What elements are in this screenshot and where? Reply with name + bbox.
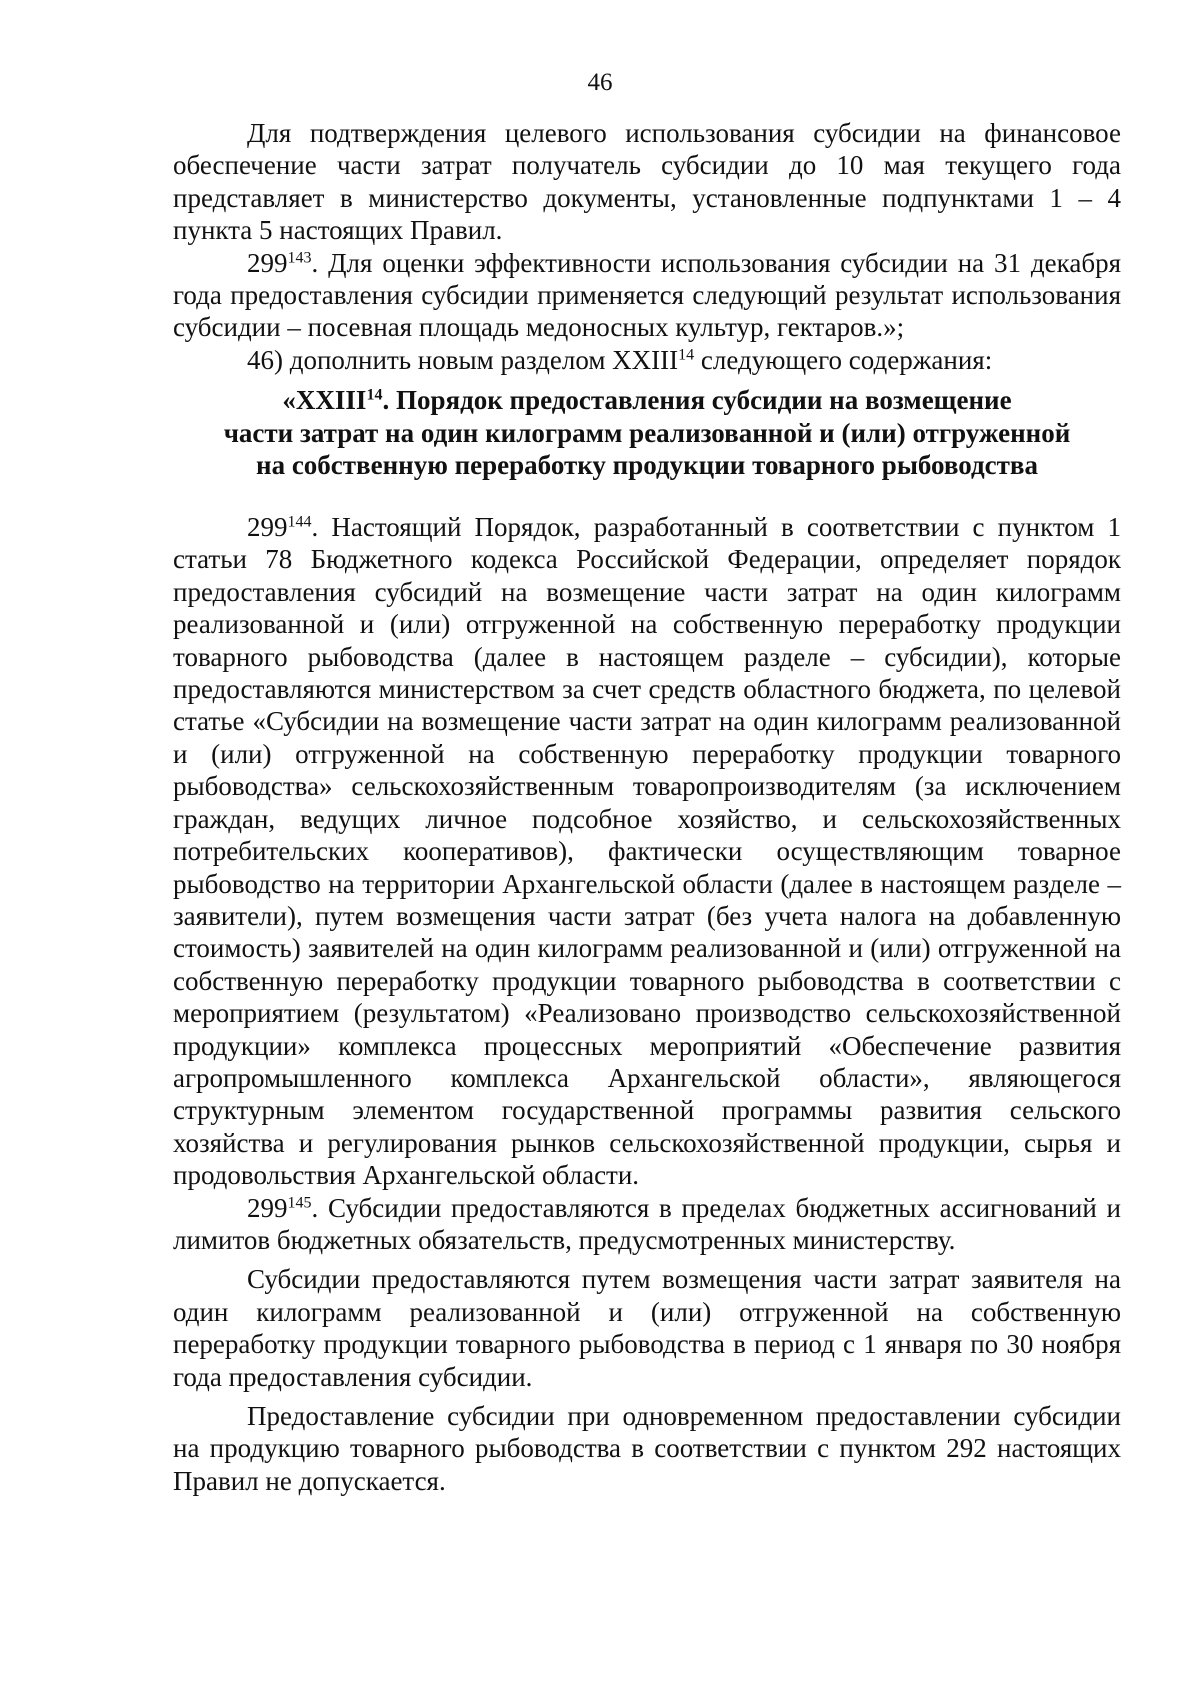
page-number: 46 [587,69,613,96]
clause-text: . Субсидии предоставляются в пределах бюджетных ассигнований и лимитов бюджетных обязательств, предусмотренных министерству. [173,1192,1121,1255]
clause-number: 299 [247,247,288,278]
section-heading-line-3: на собственную переработку продукции товарного рыбоводства [256,450,1038,481]
paragraph-confirmation: Для подтверждения целевого использования субсидии на финансовое обеспечение части затрат получатель субсидии до 10 мая текущего года представляет в министерство документы, установленные подпунктами 1 – 4 пункта 5 настоящих Правил. [173,118,1121,246]
document-body [173,117,1121,1497]
heading-line-1-text: . Порядок предоставления субсидии на возмещение [382,385,1012,416]
clause-text: . Настоящий Порядок, разработанный в соответствии с пунктом 1 статьи 78 Бюджетного кодекса Российской Федерации, определяет порядок предоставления субсидий на возмещение части затрат на один килограмм реализованной и (или) отгруженной на собственную переработку продукции товарного рыбоводства (далее в настоящем разделе – субсидии), которые предоставляются министерством за счет средств областного бюджета, по целевой статье «Субсидии на возмещение части затрат на один килограмм реализованной и (или) отгруженной на собственную переработку продукции товарного рыбоводства» сельскохозяйственным товаропроизводителям (за исключением граждан, ведущих личное подсобное хозяйство, и сельскохозяйственных потребительских кооперативов), фактически осуществляющим товарное рыбоводство на территории Архангельской области (далее в настоящем разделе – заявители), путем возмещения части затрат (без учета налога на добавленную стоимость) заявителей на один килограмм реализованной и (или) отгруженной на собственную переработку продукции товарного рыбоводства в соответствии с мероприятием (результатом) «Реализовано производство сельскохозяйственной продукции» комплекса процессных мероприятий «Обеспечение развития агропромышленного комплекса Архангельской области», являющегося структурным элементом государственной программы развития сельского хозяйства и регулирования рынков сельскохозяйственной продукции, сырья и продовольствия Архангельской области. [173,512,1121,1191]
item-text-end: следующего содержания: [694,344,993,375]
paragraph-subsidy-restriction: Предоставление субсидии при одновременном предоставлении субсидии на продукцию товарного рыбоводства в соответствии с пунктом 292 настоящих Правил не допускается. [173,1401,1121,1496]
clause-number: 299 [247,1192,288,1223]
clause-number: 299 [247,512,288,543]
clause-superscript: 145 [287,1193,312,1211]
section-superscript: 14 [678,346,695,364]
clause-text: . Для оценки эффективности использования субсидии на 31 декабря года предоставления субсидии применяется следующий результат использования субсидии – посевная площадь медоносных культур, гектаров.»; [173,247,1121,343]
paragraph-299-143 [173,247,1121,344]
heading-section-number: «XXIII [282,385,367,416]
heading-superscript: 14 [366,386,383,404]
clause-superscript: 143 [287,249,312,267]
clause-superscript: 144 [287,513,312,531]
section-heading [173,384,1121,482]
paragraph-subsidy-method: Субсидии предоставляются путем возмещения части затрат заявителя на один килограмм реализованной и (или) отгруженной на собственную переработку продукции товарного рыбоводства в период с 1 января по 30 ноября года предоставления субсидии. [173,1264,1121,1392]
paragraph-item-46 [173,344,1121,376]
paragraph-299-145 [173,1192,1121,1257]
item-text-start: 46) дополнить новым разделом XXIII [247,344,679,375]
paragraph-299-144 [173,511,1121,1192]
section-heading-line-1 [173,384,1121,417]
section-heading-line-2: части затрат на один килограмм реализованной и (или) отгруженной [223,417,1071,448]
